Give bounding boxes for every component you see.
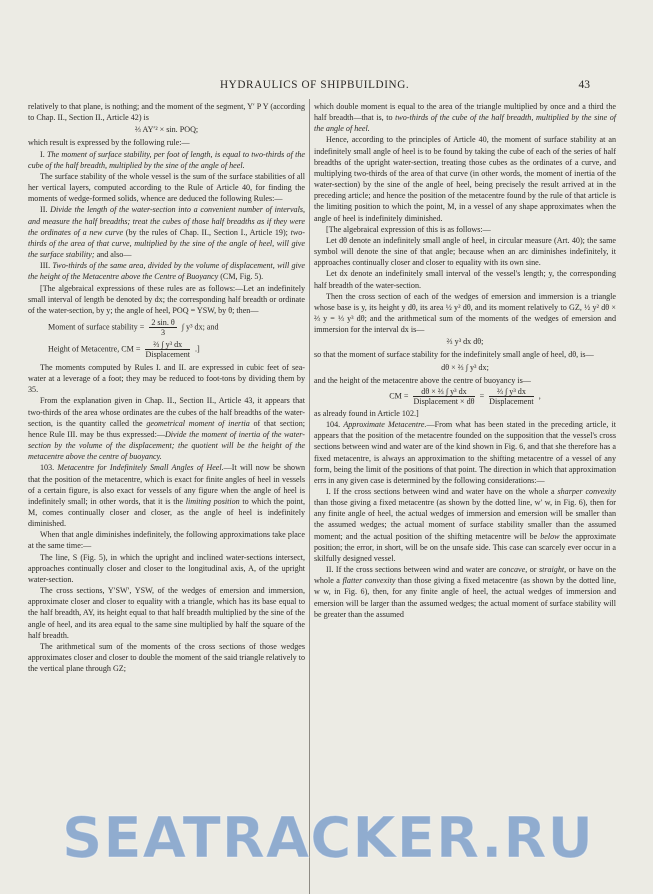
text: flatter convexity [342, 576, 396, 586]
text: —It will now be shown that the position of the metacentre, which is exact for finite angles of heel in vessels of a certain figure, is also exact for vessels of any figure when the angle of heel is indefinitely small; in other words, that it is the [28, 463, 306, 506]
formula: ⅔ AY′² × sin. POQ; [134, 125, 199, 135]
text: I. If the cross sections between wind and water have on the whole a [326, 487, 558, 496]
numerator: ⅔ ∫ y³ dx [145, 340, 190, 350]
text: below [540, 531, 560, 541]
section-103 [28, 462, 305, 529]
equals-sign: = [479, 391, 485, 401]
rule-label: II. [40, 205, 51, 215]
numerator: dθ × ⅔ ∫ y³ dx [413, 387, 474, 397]
running-header [0, 79, 653, 99]
denominator: 3 [161, 327, 166, 337]
paragraph [28, 395, 305, 462]
rule-three [28, 260, 305, 282]
numerator: 2 sin. θ [151, 317, 175, 327]
rule-one [28, 149, 305, 171]
text: straight [538, 565, 565, 575]
running-title: HYDRAULICS OF SHIPBUILDING. [220, 79, 410, 91]
rule-label: I. [40, 149, 47, 159]
text: of that section; hence Rule III. may be thus expressed:— [28, 418, 306, 439]
rule-text: (by the rules of Chap. II., Section I., Article 19); [123, 227, 291, 237]
rule-text: two-thirds of the area of that curve, multiplied by the sine of the angle of heel, will give the surface stability; [28, 227, 305, 260]
text: sharper convexity [557, 487, 616, 496]
rule-text: The moment of surface stability, per foot of length, is equal to two-thirds of the cube of the half breadth, multiplied by the sine of the angle of heel. [28, 149, 305, 170]
formula-label: Moment of surface stability = [48, 322, 145, 332]
formula-tail: , [538, 391, 541, 401]
formula-metacentre [28, 340, 305, 359]
paragraph: Let dx denote an indefinitely small interval of the vessel's length; y, the corresponding half breadth of the water-section. [314, 269, 616, 290]
text: , or have on the whole a [314, 565, 616, 586]
paragraph: Let dθ denote an indefinitely small angle of heel, in circular measure (Art. 40); the same symbol will denote the sine of that angle; because when an arc diminishes indefinitely, it approaches continually closer and closer to equality with its own sine. [314, 235, 616, 268]
paragraph: which result is expressed by the following rule:— [28, 138, 190, 148]
denominator: Displacement [489, 396, 534, 406]
text: limiting position [185, 496, 240, 506]
formula: ⅔ y³ dx dθ; [446, 337, 484, 347]
rule-label: III. [40, 261, 53, 271]
text: II. If the cross sections between wind and water are [326, 565, 499, 575]
denominator: Displacement × dθ [413, 396, 475, 406]
formula-label: Height of Metacentre, CM = [48, 344, 141, 354]
section-104 [314, 419, 616, 486]
paragraph: Hence, according to the principles of Article 40, the moment of surface stability at an indefinitely small angle of heel is to be found by taking the cube of each of the series of half breadths of the upright water-section, treating those cubes as the ordinates of a curve, and multiplying two-thirds of the area of that curve (in other words, the moment of inertia of the water-section) by the sine of the angle of heel, being precisely the result arrived at in the preceding article; and hence the position of the metacentre found by the rule of that article is the limiting position to which the point, M, in a vessel of any shape approximates when the angle of heel is indefinitely diminished. [314, 135, 616, 223]
paragraph: The arithmetical sum of the moments of the cross sections of those wedges approximates closer and closer to double the moment of the said triangle relatively to the vertical plane through GZ; [28, 641, 305, 674]
paragraph: and the height of the metacentre above the centre of buoyancy is— [314, 375, 531, 385]
denominator: Displacement [145, 349, 190, 359]
text: —From what has been stated in the preceding article, it appears that the position of the metacentre founded on the supposition that the vessel's cross sections between wind and water are of the kind shown in Fig. 6, and that she therefore has a fixed metacentre, is always an approximation to the shifting metacentre of a vessel of any form, being the limit of the positions of that point. The direction in which that approximation errs in any given case is determined by the following considerations:— [314, 420, 617, 485]
fraction [413, 387, 474, 406]
formula-cm [314, 387, 616, 406]
section-title: Metacentre for Indefinitely Small Angles of Heel. [57, 463, 224, 473]
paragraph: The line, S (Fig. 5), in which the upright and inclined water-sections intersect, approaches continually closer and closer to the longitudinal axis, A, of the upright water-section. [28, 552, 305, 584]
text: than those giving a fixed metacentre (as shown by the dotted line, w′ w, in Fig. 6), then for any finite angle of heel, the actual wedges of immersion and emersion will be smaller than the assumed wedges; the actual moment of surface stability smaller than the assumed moment; and the actual position of the shifting metacentre will be [314, 498, 616, 541]
text: geometrical moment of inertia [146, 418, 250, 428]
paragraph [314, 101, 616, 134]
formula-tail: .] [195, 344, 200, 354]
text: concave [498, 565, 526, 575]
fraction [489, 387, 534, 406]
paragraph: The surface stability of the whole vessel is the sum of the surface stabilities of all her vertical layers, computed according to the Rule of Article 40, for finding the moments of wedge-formed solids, whence are deduced the following Rules:— [28, 171, 305, 204]
rule-text: Two-thirds of the same area, divided by the volume of displacement, will give the height of the Metacentre above the Centre of Buoyancy [28, 261, 305, 282]
text: , or [525, 565, 539, 575]
text: which double moment is equal to the area of the triangle multiplied by once and a third the half breadth—that is, to [314, 102, 616, 123]
right-column [314, 101, 616, 620]
paragraph: as already found in Article 102.] [314, 408, 419, 418]
paragraph: The cross sections, Y′SW′, YSW, of the wedges of emersion and immersion, approximate closer and closer to equality with a triangle, which has its base equal to the half breadth, AY, its height equal to that half breadth multiplied by the sine of the angle of heel, and its area equal to the same sine multiplied by half the square of the half breadth. [28, 586, 305, 640]
paragraph: The moments computed by Rules I. and II. are expressed in cubic feet of sea-water at a leverage of a foot; they may be reduced to foot-tons by dividing them by 35. [28, 362, 305, 395]
rule-text: and also— [94, 250, 132, 260]
paragraph: so that the moment of surface stability for the indefinitely small angle of heel, dθ, is— [314, 350, 594, 360]
watermark: SEATRACKER.RU [61, 806, 594, 871]
text: From the explanation given in Chap. II., Section II., Article 43, it appears that two-thirds of the area whose ordinates are the cubes of the half breadths of the water-section, is the quantity called the [28, 396, 305, 428]
fraction [145, 340, 190, 359]
case-two [314, 564, 616, 620]
formula: dθ × ⅔ ∫ y³ dx; [441, 362, 489, 372]
section-number: 104. [326, 420, 344, 430]
rule-text: Divide the length of the water-section into a convenient number of intervals, and measure the half breadths; treat the cubes of those half breadths as if they were the ordinates of a new curve [28, 205, 306, 237]
formula-moment [28, 318, 305, 337]
formula-label: CM = [389, 391, 409, 401]
section-number: 103. [40, 463, 58, 473]
paragraph: [The algebraical expressions of these rules are as follows:—Let an indefinitely small interval of length be denoted by dx; the corresponding half breadth or ordinate of the water-section, by y; the angle of heel, POQ = YSW, by θ; then— [28, 283, 305, 315]
formula-tail: ∫ y³ dx; and [181, 322, 219, 332]
paragraph: [The algebraical expression of this is as follows:— [326, 224, 491, 234]
text: two-thirds of the cube of the half breadth, multiplied by the sine of the angle of heel. [314, 113, 616, 134]
numerator: ⅔ ∫ y³ dx [489, 387, 534, 397]
text: the approximate position; the error, in short, will be on the unsafe side. This case can scarcely ever occur in a skilfully designed vessel. [314, 531, 616, 563]
column-divider [309, 99, 310, 894]
section-title: Approximate Metacentre. [343, 420, 427, 430]
case-one [314, 486, 616, 564]
text: Divide the moment of inertia of the water-section by the volume of the displacement; the quotient will be the height of the metacentre above the centre of buoyancy. [28, 429, 305, 462]
text: than those giving a fixed metacentre (as shown by the dotted line, w w, in Fig. 6), then, for any finite angle of heel, the actual wedges of immersion and emersion will be larger than the assumed wedges; the actual moment of surface stability will be greater than the assumed [314, 576, 617, 619]
rule-text: (CM, Fig. 5). [218, 272, 264, 282]
text: to which the point, M, comes continually closer and closer, as the angle of heel is indefinitely diminished. [28, 496, 305, 529]
paragraph: relatively to that plane, is nothing; and the moment of the segment, Y′ P Y (according to Chap. II., Section II., Article 42) is [28, 102, 305, 123]
paragraph: Then the cross section of each of the wedges of emersion and immersion is a triangle whose base is y, its height y dθ, its area ½ y² dθ, and its moment relatively to GZ, ½ y² dθ × ⅔ y = ⅓ y³ dθ; and the arithmetical sum of the moments of the wedges of emersion and immersion for the interval dx is— [314, 291, 616, 335]
rule-two [28, 204, 305, 260]
left-column [28, 101, 305, 674]
fraction [149, 318, 176, 337]
paragraph: When that angle diminishes indefinitely, the following approximations take place at the same time:— [28, 530, 305, 551]
page-number: 43 [578, 79, 590, 91]
